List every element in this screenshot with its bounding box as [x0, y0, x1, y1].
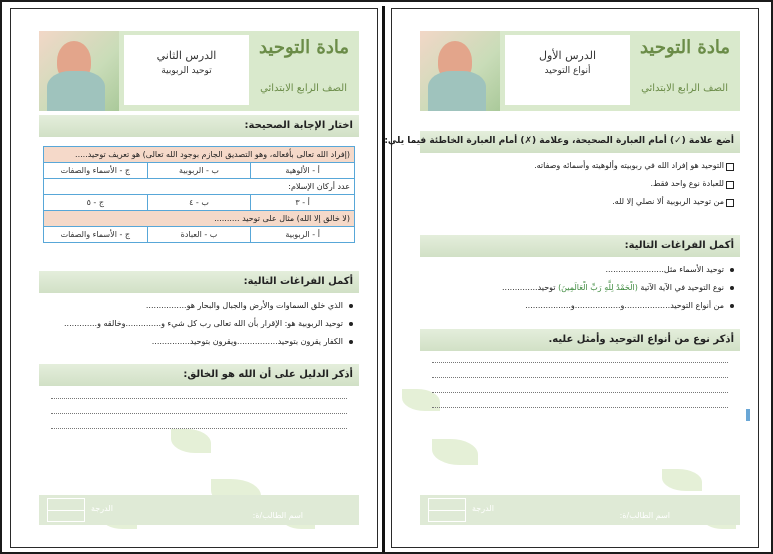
worksheet-header — [39, 31, 359, 111]
grade-label-footer: الدرجة — [472, 504, 494, 513]
header-illustration — [39, 31, 119, 111]
page-divider — [382, 6, 385, 552]
answer-line[interactable] — [51, 389, 347, 399]
fill-in-item[interactable]: الذي خلق السماوات والأرض والجبال والبحار هو................ — [41, 301, 355, 310]
answer-lines — [51, 389, 347, 434]
worksheet-footer — [39, 495, 359, 525]
true-false-item[interactable]: من توحيد الربوبية ألا نصلي إلا لله. — [422, 197, 736, 206]
lesson-title: الدرس الأول — [538, 49, 597, 62]
lesson-subtitle: توحيد الربوبية — [161, 66, 212, 76]
mcq-option[interactable]: أ - الألوهية — [250, 163, 354, 178]
mcq-option[interactable]: ب - ٤ — [147, 195, 251, 210]
lesson-box — [124, 35, 249, 105]
lesson-subtitle: أنواع التوحيد — [544, 66, 591, 76]
leaf-decoration — [662, 469, 702, 491]
answer-line[interactable] — [51, 404, 347, 414]
mcq-option[interactable]: ج - الأسماء والصفات — [60, 166, 131, 175]
section-title-fill: أكمل الفراغات التالية: — [39, 271, 359, 293]
grade-label: الصف الرابع الابتدائي — [260, 83, 347, 94]
lesson-box — [505, 35, 630, 105]
fill-in-item[interactable]: نوع التوحيد في الآية الآتية (الْحَمْدُ لِلَّهِ رَبِّ الْعَالَمِينَ) توحيد.............. — [422, 283, 736, 292]
student-name-label: اسم الطالب/ة: — [619, 511, 670, 520]
subject-title: مادة التوحيد — [639, 37, 730, 58]
page-edge-marker — [746, 409, 750, 421]
answer-line[interactable] — [432, 353, 728, 363]
worksheet-lesson-two — [10, 8, 378, 548]
answer-line[interactable] — [51, 419, 347, 429]
section-title-example: أذكر نوع من أنواع التوحيد وأمثل عليه. — [420, 329, 740, 351]
student-name-label: اسم الطالب/ة: — [252, 511, 303, 520]
worksheet-lesson-one — [384, 8, 759, 548]
header-illustration — [420, 31, 500, 111]
quran-verse: (الْحَمْدُ لِلَّهِ رَبِّ الْعَالَمِينَ) — [558, 283, 638, 292]
fill-in-item[interactable]: توحيد الأسماء مثل....................... — [422, 265, 736, 274]
fill-in-list — [41, 301, 355, 355]
section-title-evidence: أذكر الدليل على أن الله هو الخالق: — [39, 364, 359, 386]
lesson-title: الدرس الثاني — [156, 49, 217, 62]
mcq-option[interactable]: أ - ٣ — [250, 195, 354, 210]
grade-label-footer: الدرجة — [91, 504, 113, 513]
answer-line[interactable] — [432, 398, 728, 408]
leaf-decoration — [432, 439, 478, 465]
mcq-table — [43, 146, 355, 243]
answer-lines — [432, 353, 728, 413]
section-title-true-false: أضع علامة (✓) أمام العبارة الصحيحة، وعلامة (✗) أمام العبارة الخاطئة فيما يلي: — [420, 131, 740, 153]
mcq-question: (لا خالق إلا الله) مثال على توحيد .......... — [44, 211, 354, 227]
fill-in-item[interactable]: الكفار يقرون بتوحيد................ويقرون بتوحيد............... — [41, 337, 355, 346]
grade-label: الصف الرابع الابتدائي — [641, 83, 728, 94]
section-title-fill: أكمل الفراغات التالية: — [420, 235, 740, 257]
true-false-item[interactable]: للعبادة نوع واحد فقط. — [422, 179, 736, 188]
answer-line[interactable] — [432, 383, 728, 393]
mcq-option[interactable]: ج - ٥ — [86, 198, 105, 207]
fill-in-item[interactable]: توحيد الربوبية هو: الإقرار بأن الله تعالى رب كل شيء و..............وخالقه و............. — [41, 319, 355, 328]
true-false-list — [422, 161, 736, 215]
grade-box[interactable] — [47, 498, 85, 522]
true-false-item[interactable]: التوحيد هو إفراد الله في ربوبيته وألوهيته وأسمائه وصفاته. — [422, 161, 736, 170]
mcq-question: عدد أركان الإسلام: — [44, 179, 354, 195]
mcq-option[interactable]: أ - الربوبية — [250, 227, 354, 242]
grade-box[interactable] — [428, 498, 466, 522]
fill-in-item[interactable]: من أنواع التوحيد..................و..................و.................. — [422, 301, 736, 310]
mcq-option[interactable]: ب - العبادة — [147, 227, 251, 242]
mcq-option[interactable]: ب - الربوبية — [147, 163, 251, 178]
mcq-option[interactable]: ج - الأسماء والصفات — [60, 230, 131, 239]
answer-line[interactable] — [432, 368, 728, 378]
mcq-question: (إفراد الله تعالى بأفعاله، وهو التصديق الجازم بوجود الله تعالى) هو تعريف توحيد..... — [44, 147, 354, 163]
worksheet-header — [420, 31, 740, 111]
worksheet-footer — [420, 495, 740, 525]
subject-title: مادة التوحيد — [258, 37, 349, 58]
section-title-mcq: اختار الإجابة الصحيحة: — [39, 115, 359, 137]
fill-in-list — [422, 265, 736, 319]
